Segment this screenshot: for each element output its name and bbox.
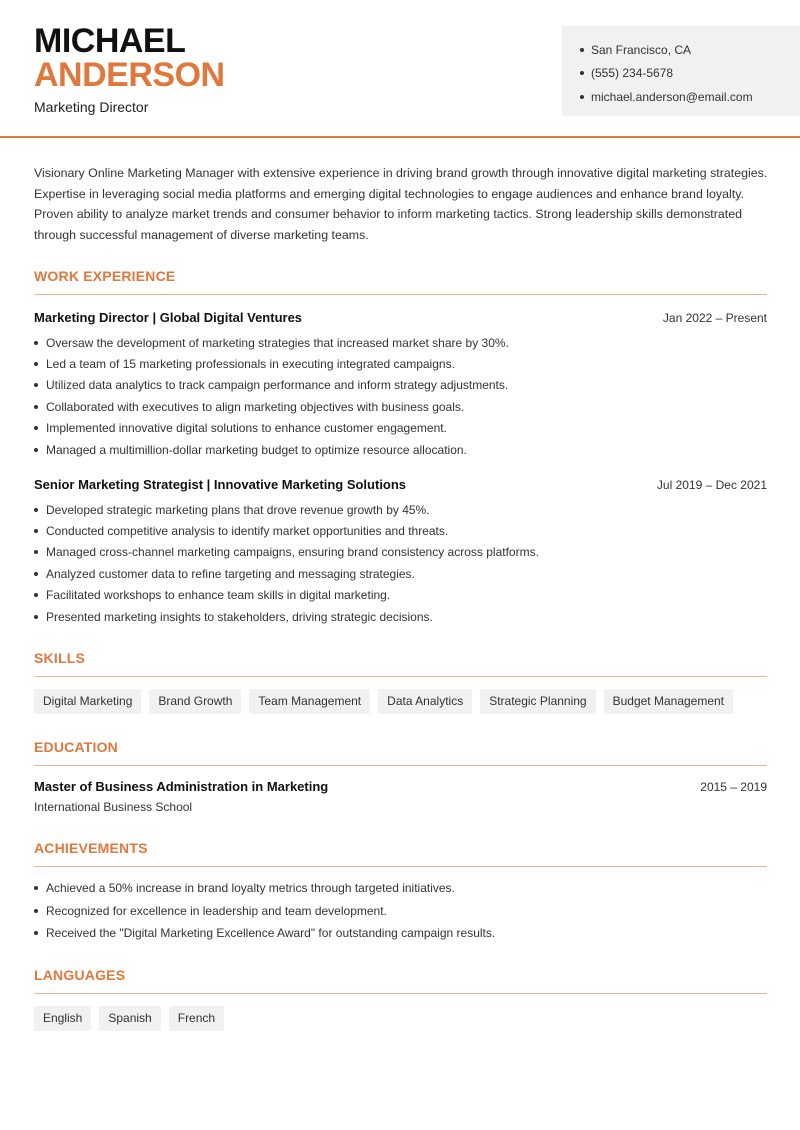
bullet-icon — [34, 383, 38, 387]
work-entry-1-header — [34, 310, 767, 325]
bullet-icon — [34, 426, 38, 430]
bullet-text: Implemented innovative digital solutions to enhance customer engagement. — [46, 421, 447, 436]
section-title-education: EDUCATION — [34, 739, 767, 766]
professional-summary: Visionary Online Marketing Manager with extensive experience in driving brand growth through innovative digital marketing strategies. Expertise in leveraging social media platforms and emerging digital technologies to engage audiences and enhance brand loyalty. Proven ability to analyze market trends and consumer behavior to inform marketing tactics. Strong leadership skills demonstrated through successful management of diverse marketing teams. — [34, 166, 768, 242]
skills-list — [34, 689, 733, 714]
email-text: michael.anderson@email.com — [591, 89, 753, 104]
first-name: MICHAEL — [34, 22, 186, 60]
list-item — [34, 375, 767, 396]
work-dates: Jul 2019 – Dec 2021 — [656, 478, 767, 492]
job-title: Marketing Director — [34, 99, 149, 115]
list-item — [34, 439, 767, 460]
school-name: International Business School — [34, 800, 193, 814]
bullet-icon — [34, 448, 38, 452]
bullet-text: Developed strategic marketing plans that drove revenue growth by 45%. — [46, 502, 430, 517]
bullet-text: Facilitated workshops to enhance team skills in digital marketing. — [46, 588, 391, 603]
bullet-icon — [34, 615, 38, 619]
list-item — [34, 922, 767, 945]
bullet-icon — [34, 508, 38, 512]
list-item — [34, 418, 767, 439]
skill-tag: Brand Growth — [149, 689, 241, 714]
list-item — [34, 563, 767, 584]
last-name: ANDERSON — [34, 56, 225, 94]
achievements-list — [34, 877, 767, 945]
contact-phone — [580, 62, 800, 86]
bullet-text: Utilized data analytics to track campaign performance and inform strategy adjustments. — [46, 378, 509, 393]
bullet-icon — [34, 909, 38, 913]
work-entry-2-header — [34, 477, 767, 492]
skill-tag: Digital Marketing — [34, 689, 141, 714]
location-text: San Francisco, CA — [591, 42, 692, 57]
section-title-skills: SKILLS — [34, 650, 767, 677]
phone-text: (555) 234-5678 — [591, 66, 674, 81]
bullet-icon — [34, 886, 38, 890]
list-item — [34, 542, 767, 563]
bullet-icon — [580, 95, 584, 99]
bullet-text: Recognized for excellence in leadership and team development. — [46, 903, 387, 918]
bullet-icon — [34, 550, 38, 554]
work-role: Marketing Director | Global Digital Ventures — [34, 310, 303, 325]
languages-list — [34, 1006, 224, 1031]
bullet-text: Received the "Digital Marketing Excellence Award" for outstanding campaign results. — [46, 926, 496, 941]
bullet-text: Analyzed customer data to refine targeting and messaging strategies. — [46, 566, 415, 581]
bullet-icon — [34, 931, 38, 935]
bullet-icon — [34, 572, 38, 576]
bullet-text: Oversaw the development of marketing strategies that increased market share by 30%. — [46, 335, 509, 350]
list-item — [34, 606, 767, 627]
bullet-icon — [580, 71, 584, 75]
bullet-icon — [34, 529, 38, 533]
contact-box — [562, 26, 800, 116]
section-title-work: WORK EXPERIENCE — [34, 268, 767, 295]
list-item — [34, 332, 767, 353]
section-title-languages: LANGUAGES — [34, 967, 767, 994]
list-item — [34, 353, 767, 374]
bullet-text: Achieved a 50% increase in brand loyalty metrics through targeted initiatives. — [46, 881, 455, 896]
skill-tag: Data Analytics — [378, 689, 472, 714]
list-item — [34, 900, 767, 923]
work-role: Senior Marketing Strategist | Innovative Marketing Solutions — [34, 477, 407, 492]
bullet-icon — [34, 341, 38, 345]
education-header — [34, 779, 767, 794]
language-tag: French — [169, 1006, 224, 1031]
list-item — [34, 499, 767, 520]
list-item — [34, 877, 767, 900]
language-tag: English — [34, 1006, 91, 1031]
bullet-icon — [34, 593, 38, 597]
bullet-text: Collaborated with executives to align marketing objectives with business goals. — [46, 399, 465, 414]
skill-tag: Team Management — [249, 689, 370, 714]
work-entry-1-bullets — [34, 332, 767, 460]
bullet-text: Conducted competitive analysis to identify market opportunities and threats. — [46, 524, 449, 539]
resume-header — [0, 0, 800, 138]
list-item — [34, 396, 767, 417]
bullet-text: Presented marketing insights to stakeholders, driving strategic decisions. — [46, 609, 433, 624]
work-dates: Jan 2022 – Present — [662, 311, 767, 325]
skill-tag: Budget Management — [604, 689, 733, 714]
contact-location — [580, 38, 800, 62]
section-title-achievements: ACHIEVEMENTS — [34, 840, 767, 867]
list-item — [34, 520, 767, 541]
education-dates: 2015 – 2019 — [700, 780, 767, 794]
bullet-text: Managed cross-channel marketing campaigns, ensuring brand consistency across platforms. — [46, 545, 539, 560]
bullet-text: Managed a multimillion-dollar marketing budget to optimize resource allocation. — [46, 442, 467, 457]
list-item — [34, 585, 767, 606]
language-tag: Spanish — [99, 1006, 160, 1031]
bullet-icon — [34, 405, 38, 409]
full-name — [34, 24, 225, 92]
degree: Master of Business Administration in Marketing — [34, 779, 329, 794]
contact-email — [580, 85, 800, 109]
bullet-icon — [580, 48, 584, 52]
skill-tag: Strategic Planning — [480, 689, 595, 714]
bullet-text: Led a team of 15 marketing professionals in executing integrated campaigns. — [46, 357, 455, 372]
work-entry-2-bullets — [34, 499, 767, 627]
bullet-icon — [34, 362, 38, 366]
